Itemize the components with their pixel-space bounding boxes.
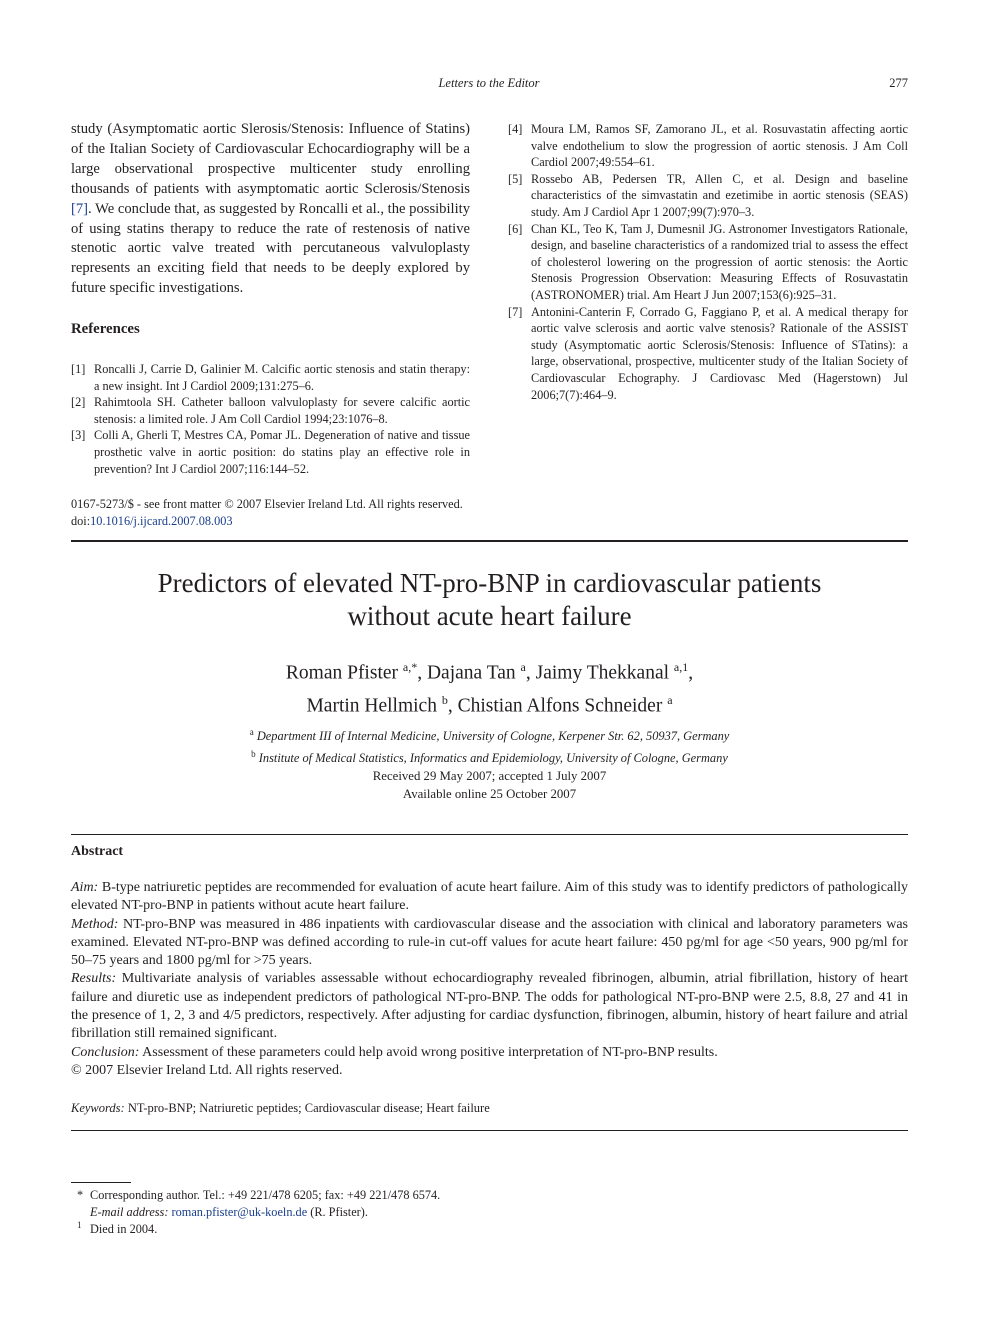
reference-text: Roncalli J, Carrie D, Galinier M. Calcific aortic stenosis and statin therapy: a new insight. Int J Cardiol 2009;131:275–6. [94,362,470,393]
doi-prefix: doi: [71,513,91,528]
reference-text: Rossebo AB, Pedersen TR, Allen C, et al. Design and baseline characteristics of the simvastatin and ezetimibe in aortic stenosis (SEAS) study. Am J Cardiol Apr 1 2007;99(7):970–3. [531,171,908,219]
reference-item [508,121,908,171]
author-sup: a [667,692,673,707]
abstract-aim [71,879,908,916]
reference-number: [5] [508,171,523,186]
available-date: Available online 25 October 2007 [402,786,577,801]
author-name: Dajana Tan [426,662,516,684]
reference-text: Antonini-Canterin F, Corrado G, Faggiano P, et al. A medical therapy for aortic valve sclerosis and aortic valve stenosis? Rationale of the ASSIST study (Asymptomatic aortic Sclerosis/Stenosis: Influence of STatins): a large, observational, prospective, multicenter study of the Italian Society of Cardiovascular Echography. J Cardiovasc Med (Hagerstown) Jul 2006;7(7):464–9. [531,304,908,402]
author-name: Roman Pfister [285,662,399,684]
abstract-conclusion [71,1044,908,1062]
affiliations [71,724,908,767]
author-name: Martin Hellmich [306,695,437,716]
keywords-line [71,1101,490,1116]
abstract-top-rule [71,834,908,835]
abstract-body [71,879,908,1080]
body-paragraph [71,120,470,299]
issn-line: 0167-5273/$ - see front matter © 2007 Elsevier Ireland Ltd. All rights reserved. [71,497,463,511]
title-line: without acute heart failure [347,601,632,631]
author-sup: a,* [402,660,418,674]
reference-item [71,361,470,394]
footnotes [71,1187,440,1237]
footnote-corresponding [71,1187,440,1204]
received-date: Received 29 May 2007; accepted 1 July 2007 [372,769,607,783]
abstract-label: Conclusion: [71,1044,140,1060]
reference-number: [7] [508,304,523,319]
affiliation-text: Institute of Medical Statistics, Informatics and Epidemiology, University of Cologne, Germany [258,750,728,765]
reference-list-right [508,121,908,403]
email-label: E-mail address: [90,1204,169,1219]
abstract-results [71,970,908,1043]
citation-link-7[interactable]: [7] [71,200,89,217]
author-list: Roman Pfister $^{a,*}$, Dajana Tan $^a$, Jaimy Thekkanal $^{a,1}$, Martin Hellmich $^b$, Chistian Alfons Schneider $^a$ [285,660,694,716]
article-title [71,567,908,633]
affiliation-mark: a [249,727,254,737]
email-link[interactable]: roman.pfister@uk-koeln.de [171,1204,308,1219]
reference-list-left [71,361,470,477]
abstract-label: Method: [71,916,119,932]
reference-text: Rahimtoola SH. Catheter balloon valvuloplasty for severe calcific aortic stenosis: a limited role. J Am Coll Cardiol 1994;23:1076–8. [94,395,470,426]
abstract-text: Multivariate analysis of variables assessable without echocardiography revealed fibrinogen, albumin, atrial fibrillation, history of heart failure and diuretic use as independent predictors of pathological NT-pro-BNP. The odds for pathological NT-pro-BNP were 2.5, 8.8, 27 and 41 in the presence of 1, 2, 3 and 4/5 predictors, respectively. After adjusting for cardiac dysfunction, fibrinogen, albumin, history of heart failure and atrial fibrillation still remained significant. [71,971,908,1042]
footnote-died [71,1221,440,1238]
keywords-label: Keywords: [71,1101,125,1115]
author-sup: a,1 [673,660,689,674]
author-sup: b [441,692,448,707]
footnote-email [71,1204,440,1221]
abstract-label: Results: [71,971,117,987]
doi-line [71,513,463,530]
author-sup: a [520,660,526,674]
affiliation-text: Department III of Internal Medicine, University of Cologne, Kerpener Str. 62, 50937, Germany [256,729,730,744]
abstract-text: NT-pro-BNP was measured in 486 inpatients with cardiovascular disease and the association with clinical and laboratory parameters was examined. Elevated NT-pro-BNP was defined according to rule-in cut-off values for acute heart failure: 450 pg/ml for age <50 years, 900 pg/ml for 50–75 years and 1800 pg/ml for >75 years. [71,916,908,969]
abstract-text: Assessment of these parameters could help avoid wrong positive interpretation of NT-pro-BNP results. [139,1044,718,1060]
footnote-rule [71,1182,131,1183]
doi-link[interactable]: 10.1016/j.ijcard.2007.08.003 [90,513,233,528]
paragraph-text: study (Asymptomatic aortic Slerosis/Stenosis: Influence of Statins) of the Italian Society of Cardiovascular Echocardiography will be a large observational prospective multicenter study enrolling thousands of patients with asymptomatic aortic Sclerosis/Stenosis [71,121,470,197]
abstract-bottom-rule [71,1130,908,1131]
reference-text: Moura LM, Ramos SF, Zamorano JL, et al. Rosuvastatin affecting aortic valve endothelium to slow the progression of aortic stenosis. J Am Coll Cardiol 2007;49:554–61. [531,122,908,170]
running-header-journal: Letters to the Editor [438,76,540,90]
front-matter-block [71,496,463,529]
reference-number: [2] [71,395,86,410]
abstract-method [71,916,908,971]
title-line: Predictors of elevated NT-pro-BNP in cardiovascular patients [157,568,822,598]
footnote-mark: * [77,1188,84,1202]
left-column [71,120,470,299]
affiliation-mark: b [251,748,256,759]
footnote-text: Corresponding author. Tel.: +49 221/478 6205; fax: +49 221/478 6574. [90,1188,441,1202]
article-dates [71,768,908,803]
reference-item [71,427,470,477]
abstract-heading: Abstract [71,844,124,859]
author-name: Jaimy Thekkanal [535,662,670,684]
author-name: Chistian Alfons Schneider [457,695,663,716]
footnote-text: Died in 2004. [90,1221,158,1236]
page-number: 277 [889,76,908,90]
keywords-text: NT-pro-BNP; Natriuretic peptides; Cardiovascular disease; Heart failure [124,1101,490,1115]
references-heading: References [71,321,140,337]
reference-item [508,221,908,304]
section-divider [71,540,908,542]
reference-item [508,304,908,404]
email-suffix: (R. Pfister). [307,1204,368,1219]
abstract-copyright: © 2007 Elsevier Ireland Ltd. All rights reserved. [71,1062,343,1078]
reference-number: [4] [508,122,523,136]
reference-number: [3] [71,428,86,443]
reference-number: [1] [71,362,86,376]
abstract-text: B-type natriuretic peptides are recommended for evaluation of acute heart failure. Aim of this study was to identify predictors of pathologically elevated NT-pro-BNP in patients without acute heart failure. [71,880,908,914]
reference-text: Chan KL, Teo K, Tam J, Dumesnil JG. Astronomer Investigators Rationale, design, and baseline characteristics of a randomized trial to assess the effect of cholesterol lowering on the progression of aortic stenosis: the Aortic Stenosis Progression Observation: Measuring Effects of Rosuvastatin (ASTRONOMER) trial. Am Heart J Jun 2007;153(6):925–31. [531,221,908,302]
abstract-label: Aim: [71,880,99,895]
reference-text: Colli A, Gherli T, Mestres CA, Pomar JL. Degeneration of native and tissue prosthetic valve in aortic position: do statins play an effective role in prevention? Int J Cardiol 2007;116:144–52. [94,428,470,476]
paragraph-text: . We conclude that, as suggested by Roncalli et al., the possibility of using statins therapy to reduce the rate of restenosis of native stenotic aortic valve treated with percutaneous valvuloplasty represents an exciting field that needs to be deeply explored by future specific investigations. [71,200,470,297]
reference-item [508,171,908,221]
reference-number: [6] [508,221,523,236]
reference-item [71,394,470,427]
footnote-mark: 1 [77,1219,82,1230]
